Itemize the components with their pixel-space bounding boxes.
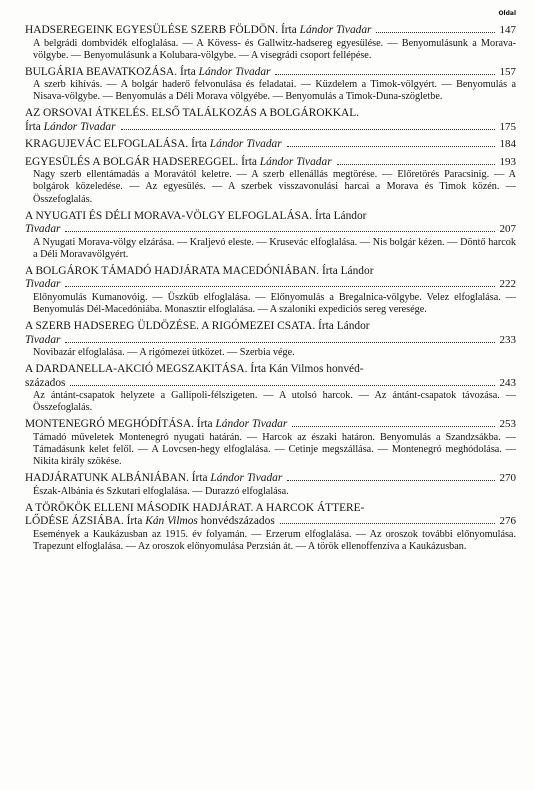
toc-entry — [25, 66, 516, 104]
entry-page-number: 147 — [499, 24, 516, 36]
dot-leader — [65, 342, 494, 343]
entry-title-line1: A SZERB HADSEREG ÜLDÖZÉSE. A RIGÓMEZEI CSATA. Írta Lándor — [25, 320, 370, 333]
entry-title: Írta — [25, 120, 41, 133]
dot-leader — [287, 480, 494, 481]
dot-leader — [287, 146, 495, 147]
entry-description: Nagy szerb ellentámadás a Moravától keletre. — A szerb ellenállás megtörése. — Előretörés Paracsinig. — A bolgárok közeledése. — Az egyesülés. — A szerbek visszavonulási harcai a Morava és Timok közén. — Összefoglalás. — [33, 169, 516, 205]
entry-page-number: 207 — [499, 223, 516, 236]
entry-title-line1: A TÖRÖKÖK ELLENI MÁSODIK HADJÁRAT. A HARCOK ÁTTERE- — [25, 501, 365, 514]
entry-description: Előnyomulás Kumanovóig. — Üszküb elfoglalása. — Előnyomulás a Bregalnica-völgybe. Velez elfoglalása. — Benyomulás Dél-Macedóniába. Monasztir elfoglalása. — A szaloniki expediciós sereg veresége. — [33, 291, 516, 315]
entry-title: HADSEREGEINK EGYESÜLÉSE SZERB FÖLDÖN. Írta — [25, 24, 297, 36]
entry-author: Lándor Tivadar — [43, 120, 116, 133]
dot-leader — [65, 231, 494, 232]
entry-author: Lándor Tivadar — [299, 24, 372, 36]
toc-entry — [25, 24, 516, 62]
entry-title-tail: honvédszázados — [200, 515, 275, 528]
entry-title-line1: A BOLGÁROK TÁMADÓ HADJÁRATA MACEDÓNIÁBAN. Írta Lándor — [25, 264, 374, 277]
entry-page-number: 157 — [499, 65, 516, 78]
dot-leader — [337, 164, 495, 165]
entry-page-number: 253 — [499, 418, 516, 431]
dot-leader — [280, 523, 495, 524]
toc-entry — [25, 138, 516, 152]
entry-author: Tivadar — [25, 278, 61, 291]
toc-entry — [25, 210, 516, 261]
entry-page-number: 193 — [499, 155, 516, 168]
toc-entry — [25, 472, 516, 498]
entry-title: KRAGUJEVÁC ELFOGLALÁSA. Írta — [25, 138, 207, 151]
entry-description: Események a Kaukázusban az 1915. év folyamán. — Erzerum elfoglalása. — Az oroszok további előnyomulása. Trapezunt elfoglalása. — Az oroszok előnyomulása Perzsián át. — A török ellenoffenzíva a Kaukázusban. — [33, 528, 516, 552]
entry-description: Novibazár elfoglalása. — A rigómezei ütközet. — Szerbia vége. — [33, 347, 295, 359]
entry-title: MONTENEGRÓ MEGHÓDÍTÁSA. Írta — [25, 418, 213, 431]
entry-author: Lándor Tivadar — [209, 138, 282, 151]
toc-entry — [25, 156, 516, 206]
toc-entry — [25, 363, 516, 414]
entry-page-number: 270 — [499, 472, 516, 485]
entry-title: százados — [25, 376, 66, 389]
dot-leader — [70, 385, 494, 386]
toc-entry — [25, 265, 516, 316]
dot-leader — [121, 129, 495, 130]
entry-description: Támadó műveletek Montenegró nyugati határán. — Harcok az északi határon. Benyomulás a Szandzsákba. — Támadásunk kelet felől. — A Lovcsen-hegy elfoglalása. — Cetinje megszállása. — Montenegró meghódolása. — Nikita király szökése. — [33, 431, 516, 467]
entry-author: Lándor Tivadar — [198, 65, 271, 78]
dot-leader — [376, 32, 494, 33]
entry-title: EGYESÜLÉS A BOLGÁR HADSEREGGEL. Írta — [25, 155, 257, 168]
dot-leader — [292, 426, 494, 427]
entry-title-line1: A NYUGATI ÉS DÉLI MORAVA-VÖLGY ELFOGLALÁSA. Írta Lándor — [25, 209, 367, 222]
entry-author: Kán Vilmos — [145, 515, 198, 528]
entry-description: A belgrádi dombvidék elfoglalása. — A Kövess- és Gallwitz-hadsereg egyesülése. — Benyomulásunk a Morava-völgybe. — Benyomulásunk a Kolubara-völgybe. — A visegrádi csoport fellépése. — [33, 37, 516, 61]
entry-author: Tivadar — [25, 333, 61, 346]
entry-page-number: 175 — [499, 120, 516, 133]
entry-description: Észak-Albánia és Szkutari elfoglalása. — Durazzó elfoglalása. — [33, 485, 289, 497]
entry-title: HADJÁRATUNK ALBÁNIÁBAN. Írta — [25, 472, 208, 485]
toc-entry — [25, 418, 516, 468]
toc-entry — [25, 107, 516, 134]
entry-title: BULGÁRIA BEAVATKOZÁSA. Írta — [25, 65, 196, 78]
dot-leader — [65, 286, 494, 287]
entry-description: A szerb kihívás. — A bolgár haderő felvonulása és feladatai. — Küzdelem a Timok-völgyért. — Benyomulás a Nisava-völgybe. — Benyomulás a Déli Morava völgyébe. — Benyomulás a Timok-Duna-szögletbe. — [33, 79, 516, 103]
entry-description: Az ántánt-csapatok helyzete a Gallipoli-félszigeten. — A utolsó harcok. — Az ántánt-csapatok távozása. — Összefoglalás. — [33, 390, 516, 414]
entry-page-number: 184 — [499, 138, 516, 151]
entry-page-number: 233 — [499, 333, 516, 346]
entry-author: Lándor Tivadar — [210, 472, 283, 485]
entry-author: Lándor Tivadar — [215, 418, 288, 431]
entry-page-number: 276 — [499, 515, 516, 528]
toc-entry — [25, 320, 516, 359]
entry-title-line1: A DARDANELLA-AKCIÓ MEGSZAKITÁSA. Írta Kán Vilmos honvéd- — [25, 363, 364, 376]
entry-author: Lándor Tivadar — [259, 155, 332, 168]
page-column-label: Oldal — [498, 10, 516, 17]
dot-leader — [275, 74, 494, 75]
entry-page-number: 243 — [499, 376, 516, 389]
entry-author: Tivadar — [25, 223, 61, 236]
entry-title: LŐDÉSE ÁZSIÁBA. Írta — [25, 515, 143, 528]
entry-title-line1: AZ ORSOVAI ÁTKELÉS. ELSŐ TALÁLKOZÁS A BOLGÁROKKAL. — [25, 107, 360, 120]
entry-description: A Nyugati Morava-völgy elzárása. — Kraljevó eleste. — Krusevác elfoglalása. — Nis bolgár kézen. — Döntő harcok a Déli Moravavölgyért. — [33, 236, 516, 260]
entry-page-number: 222 — [499, 278, 516, 291]
toc-entry — [25, 502, 516, 553]
